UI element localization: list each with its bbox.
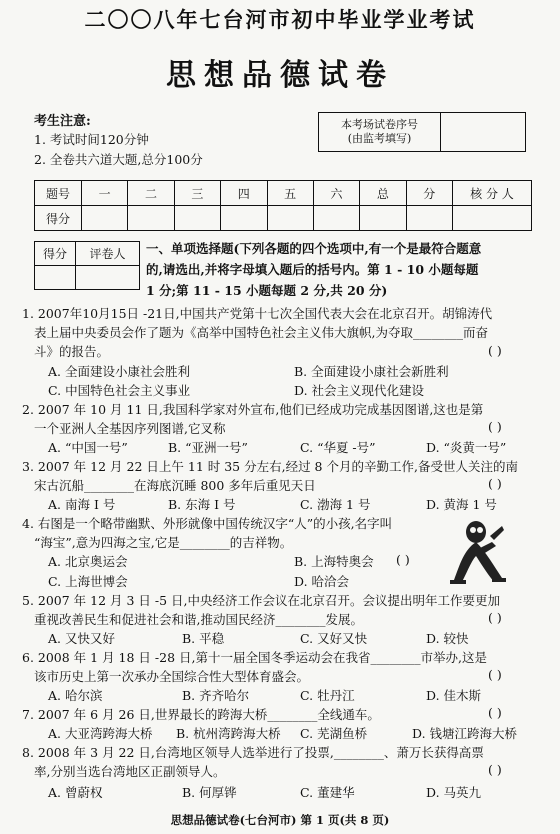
question-line: 7. 2007 年 6 月 26 日,世界最长的跨海大桥________全线通车。	[22, 707, 380, 722]
option-a: A. 大亚湾跨海大桥	[48, 726, 153, 741]
option-c: C. “华夏 -号”	[300, 440, 376, 455]
grader-name-cell[interactable]	[76, 266, 140, 290]
question-line: 宋古沉船________在海底沉睡 800 多年后重见天日	[34, 478, 316, 493]
option-a: A. 北京奥运会	[48, 554, 128, 569]
question-line: 8. 2008 年 3 月 22 日,台湾地区领导人选举进行了投票,________、萧万长获得高票	[22, 745, 484, 760]
question-line: 5. 2007 年 12 月 3 日 -5 日,中央经济工作会议在北京召开。会议提出明年工作要更加	[22, 593, 501, 608]
answer-bracket[interactable]: ( )	[488, 610, 502, 625]
subject-title: 思想品德试卷	[166, 58, 394, 93]
score-cell[interactable]	[128, 206, 174, 231]
option-c: C. 芜湖鱼桥	[300, 726, 368, 741]
seq-label-line: (由监考填写)	[347, 132, 412, 145]
option-d: D. 较快	[426, 631, 469, 646]
seq-label-line: 本考场试卷序号	[341, 118, 418, 131]
section-line: 的,请选出,并将字母填入题后的括号内。第 1 - 10 小题每题	[146, 262, 479, 277]
question-line: 斗》的报告。	[34, 344, 110, 359]
answer-bracket[interactable]: ( )	[396, 552, 410, 567]
score-cell[interactable]	[453, 206, 532, 231]
score-header: 分	[406, 181, 452, 206]
question-6	[22, 648, 542, 686]
option-c: C. 牡丹江	[300, 688, 355, 703]
score-cell[interactable]	[406, 206, 452, 231]
option-a: A. 曾蔚权	[48, 785, 103, 800]
option-b: B. 何厚铧	[182, 785, 237, 800]
option-d: D. 哈洽会	[294, 574, 350, 589]
question-1	[22, 304, 542, 361]
answer-bracket[interactable]: ( )	[488, 667, 502, 682]
score-header: 核 分 人	[453, 181, 532, 206]
answer-bracket[interactable]: ( )	[488, 476, 502, 491]
score-cell[interactable]	[313, 206, 359, 231]
question-5	[22, 591, 542, 629]
page-footer: 思想品德试卷(七台河市) 第 1 页(共 8 页)	[170, 813, 390, 827]
seq-number-label	[319, 113, 441, 151]
score-header: 题号	[35, 181, 82, 206]
question-line: 4. 右图是一个略带幽默、外形就像中国传统汉字“人”的小孩,名字叫	[22, 516, 393, 531]
notice-item: 1. 考试时间120分钟	[34, 132, 149, 147]
question-3	[22, 457, 542, 495]
option-b: B. 齐齐哈尔	[182, 688, 250, 703]
section-line: 一、单项选择题(下列各题的四个选项中,有一个是最符合题意	[146, 241, 482, 256]
question-line: 重视改善民生和促进社会和谐,推动国民经济________发展。	[34, 612, 363, 627]
option-a: A. 又快又好	[48, 631, 115, 646]
option-a: A. 南海 I 号	[48, 497, 116, 512]
score-table	[34, 180, 532, 231]
question-line: 1. 2007年10月15日 -21日,中国共产党第十七次全国代表大会在北京召开。胡锦涛代	[22, 306, 493, 321]
question-line: 率,分别当选台湾地区正副领导人。	[34, 764, 226, 779]
score-header: 总	[360, 181, 406, 206]
grader-score-cell[interactable]	[35, 266, 76, 290]
question-2	[22, 400, 542, 438]
grader-table	[34, 241, 140, 290]
grader-score-label: 得分	[35, 242, 76, 266]
section-line: 1 分;第 11 - 15 小题每题 2 分,共 20 分)	[146, 283, 388, 298]
score-cell[interactable]	[221, 206, 267, 231]
question-line: 6. 2008 年 1 月 18 日 -28 日,第十一届全国冬季运动会在我省________市举办,这是	[22, 650, 487, 665]
seq-number-field[interactable]	[441, 113, 525, 151]
haibao-mascot-image	[446, 516, 510, 588]
option-b: B. 全面建设小康社会新胜利	[294, 364, 449, 379]
option-c: C. 中国特色社会主义事业	[48, 383, 191, 398]
option-a: A. 哈尔滨	[48, 688, 103, 703]
question-line: 表上届中央委员会作了题为《高举中国特色社会主义伟大旗帜,为夺取________而奋	[34, 325, 488, 340]
option-c: C. 渤海 1 号	[300, 497, 371, 512]
score-header: 六	[313, 181, 359, 206]
score-row-label: 得分	[35, 206, 82, 231]
score-header: 二	[128, 181, 174, 206]
notice-title: 考生注意:	[34, 114, 91, 129]
option-d: D. 钱塘江跨海大桥	[412, 726, 518, 741]
option-c: C. 又好又快	[300, 631, 368, 646]
option-b: B. 杭州湾跨海大桥	[176, 726, 281, 741]
score-cell[interactable]	[360, 206, 406, 231]
notice-item: 2. 全卷共六道大题,总分100分	[34, 152, 203, 167]
option-c: C. 上海世博会	[48, 574, 128, 589]
score-header: 五	[267, 181, 313, 206]
question-8	[22, 743, 542, 781]
question-4	[22, 514, 452, 552]
section-1-instructions	[146, 238, 530, 301]
question-line: 2. 2007 年 10 月 11 日,我国科学家对外宣布,他们已经成功完成基因图谱,这也是第	[22, 402, 484, 417]
option-a: A. “中国一号”	[48, 440, 128, 455]
grader-label: 评卷人	[76, 242, 140, 266]
answer-bracket[interactable]: ( )	[488, 419, 502, 434]
score-header: 四	[221, 181, 267, 206]
option-a: A. 全面建设小康社会胜利	[48, 364, 190, 379]
answer-bracket[interactable]: ( )	[488, 343, 502, 358]
option-d: D. 马英九	[426, 785, 482, 800]
option-b: B. 上海特奥会	[294, 554, 374, 569]
score-cell[interactable]	[82, 206, 128, 231]
score-cell[interactable]	[174, 206, 220, 231]
question-line: 该市历史上第一次承办全国综合性大型体育盛会。	[34, 669, 310, 684]
seq-number-box	[318, 112, 526, 152]
option-d: D. 黄海 1 号	[426, 497, 497, 512]
option-b: B. “亚洲一号”	[168, 440, 248, 455]
option-d: D. 佳木斯	[426, 688, 482, 703]
question-line: “海宝”,意为四海之宝,它是________的吉祥物。	[34, 535, 293, 550]
option-d: D. 社会主义现代化建设	[294, 383, 425, 398]
answer-bracket[interactable]: ( )	[488, 762, 502, 777]
question-line: 3. 2007 年 12 月 22 日上午 11 时 35 分左右,经过 8 个月的辛勤工作,备受世人关注的南	[22, 459, 518, 474]
question-line: 一个亚洲人全基因序列图谱,它叉称	[34, 421, 226, 436]
option-c: C. 董建华	[300, 785, 355, 800]
option-b: B. 东海 I 号	[168, 497, 236, 512]
score-header: 一	[82, 181, 128, 206]
question-7	[22, 705, 542, 724]
option-d: D. “炎黄一号”	[426, 440, 507, 455]
exam-title: 二〇〇八年七台河市初中毕业学业考试	[84, 8, 476, 32]
score-header: 三	[174, 181, 220, 206]
option-b: B. 平稳	[182, 631, 225, 646]
answer-bracket[interactable]: ( )	[488, 705, 502, 720]
score-cell[interactable]	[267, 206, 313, 231]
